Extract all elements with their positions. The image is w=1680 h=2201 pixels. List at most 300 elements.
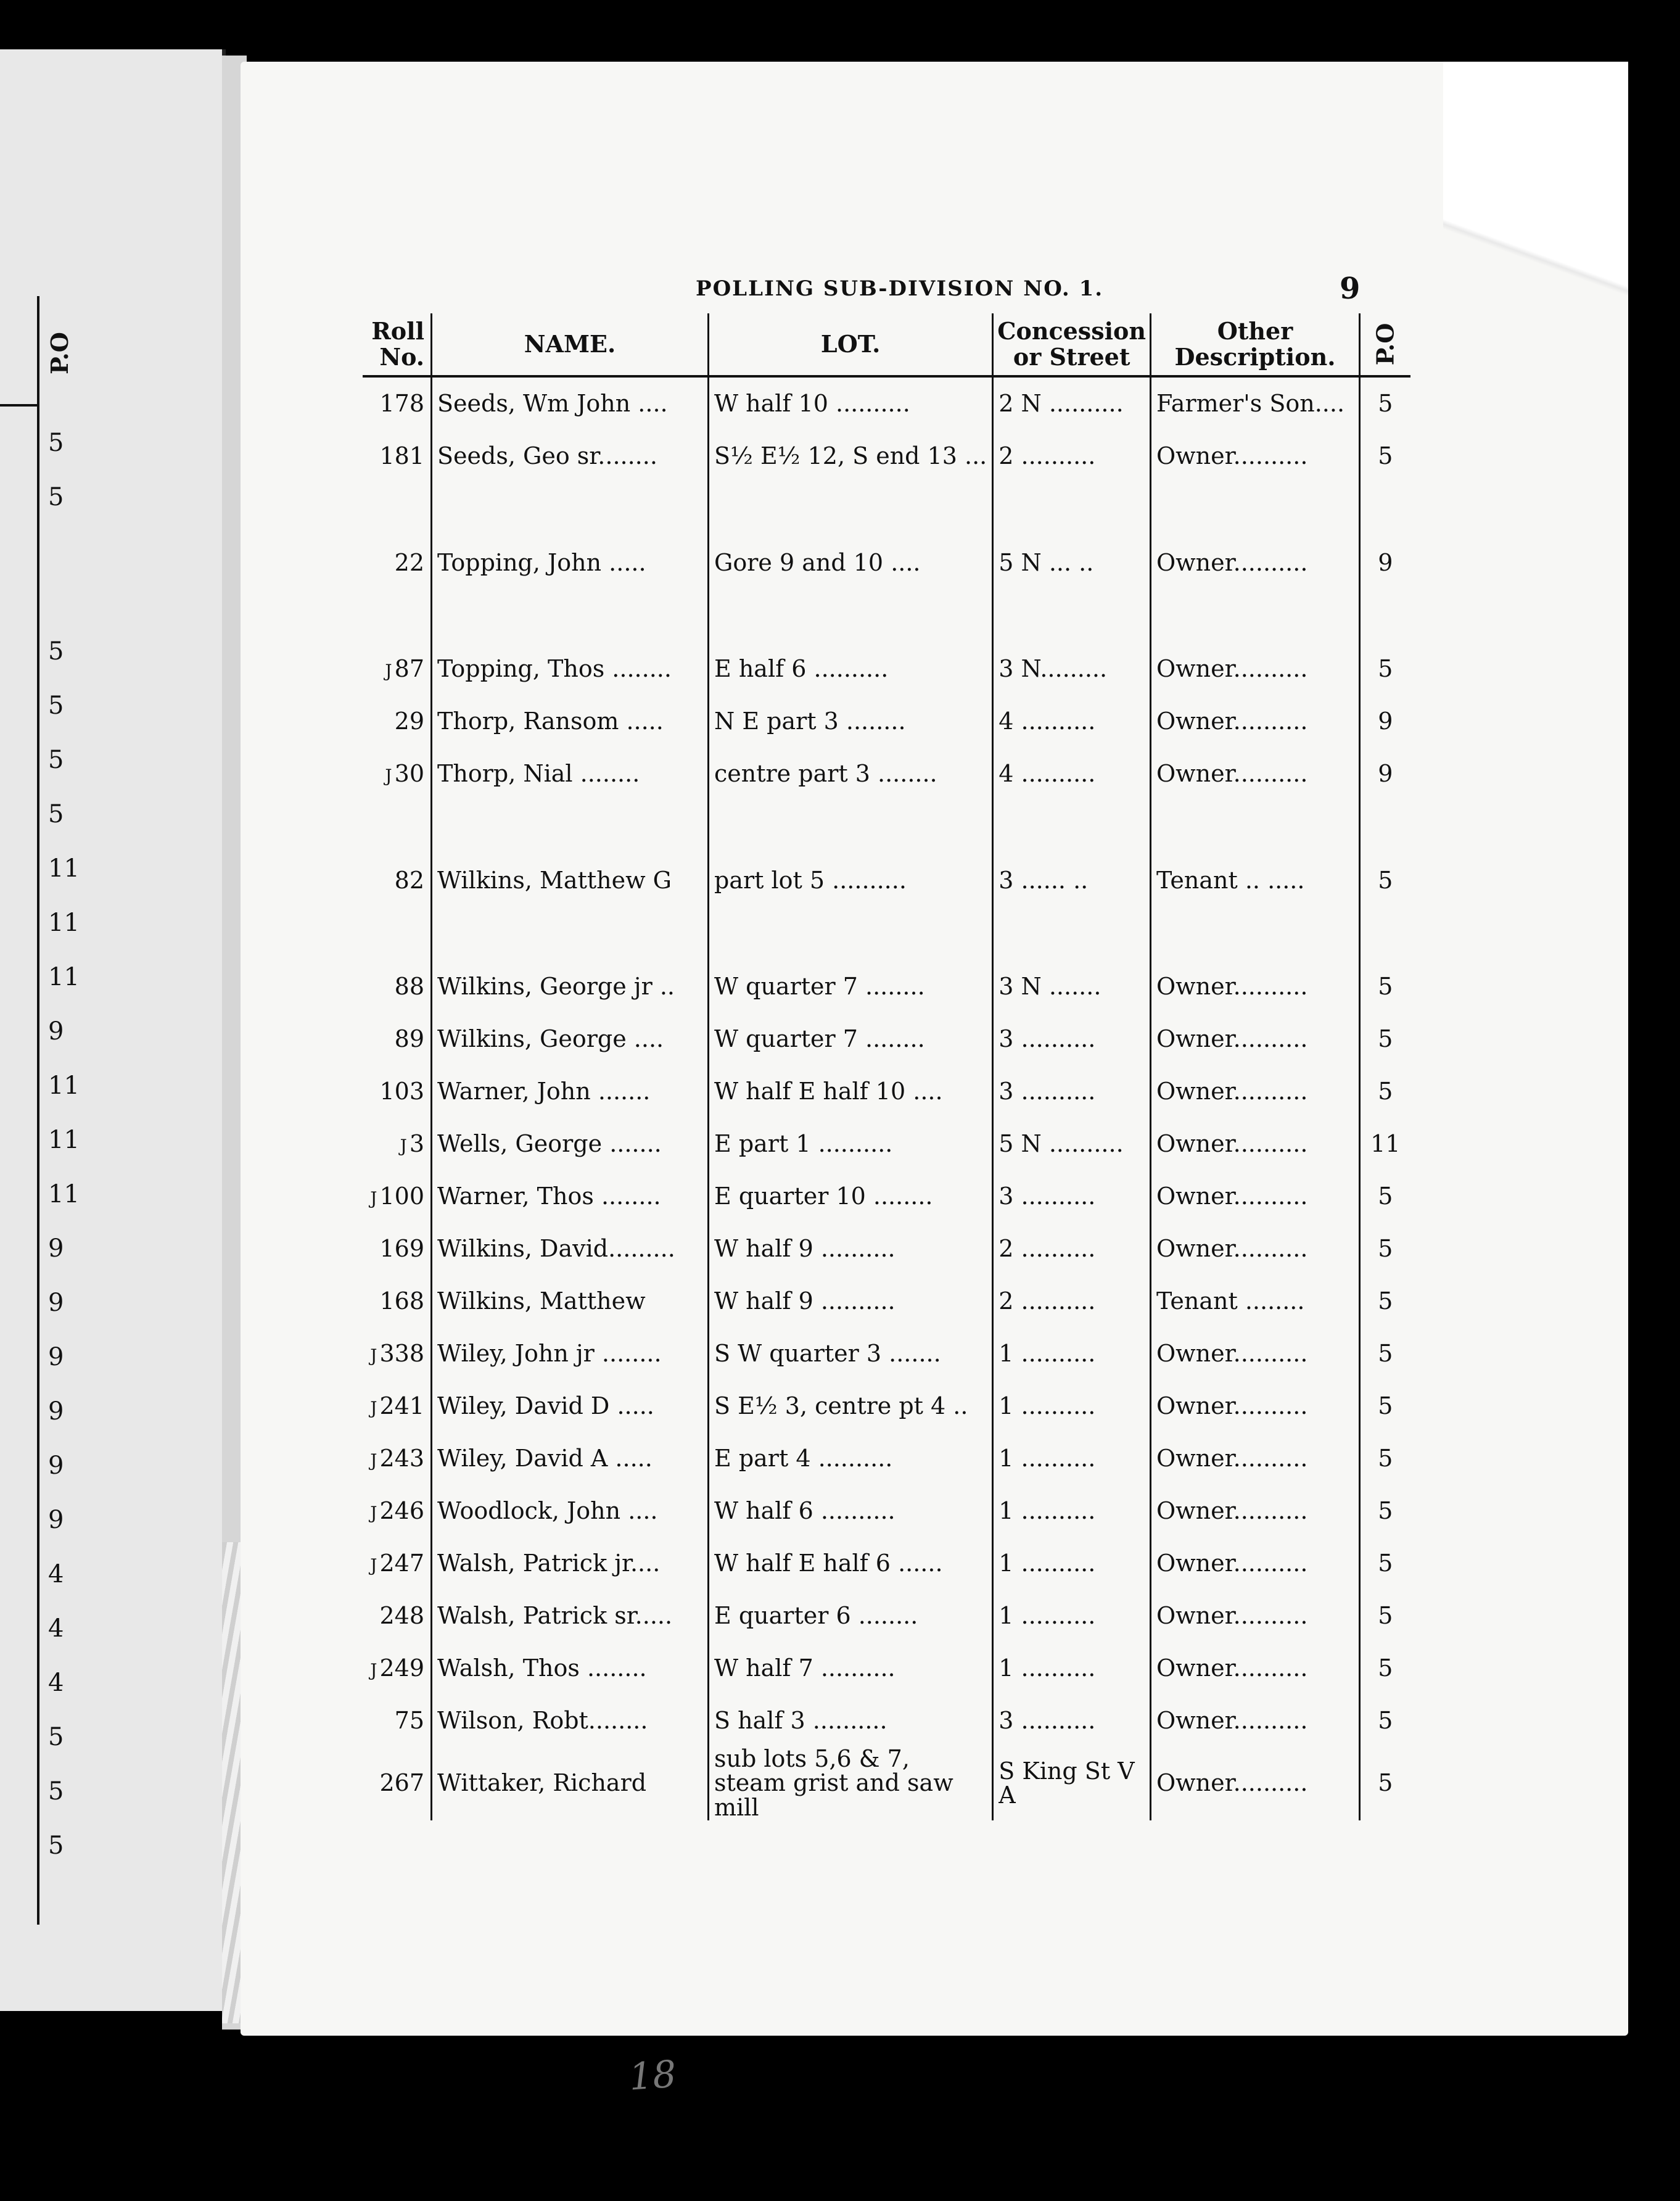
lot-cell xyxy=(709,430,993,482)
name-cell xyxy=(432,1590,709,1642)
po-cell xyxy=(1360,1485,1410,1537)
roll-cell-text: 82 xyxy=(394,866,424,894)
po-cell-text: 5 xyxy=(1378,1025,1393,1053)
po-cell xyxy=(1360,1118,1410,1170)
roll-cell-text: 3 xyxy=(409,1130,424,1158)
concession-cell xyxy=(993,1170,1151,1223)
pencil-note: 18 xyxy=(627,2052,678,2099)
description-cell-text: Owner.......... xyxy=(1156,1025,1308,1053)
name-cell xyxy=(432,1275,709,1328)
name-cell xyxy=(432,960,709,1013)
po-cell xyxy=(1360,1695,1410,1747)
po-cell xyxy=(1360,643,1410,695)
concession-cell-text: 5 N .......... xyxy=(999,1130,1124,1158)
po-header-label: P.O xyxy=(1371,323,1399,366)
description-cell xyxy=(1151,1223,1360,1275)
name-cell xyxy=(432,376,709,430)
name-cell-text: Wilkins, George jr .. xyxy=(437,973,675,1001)
concession-cell-text: S King St V A xyxy=(999,1757,1135,1809)
concession-cell xyxy=(993,1013,1151,1065)
po-cell-text: 5 xyxy=(1378,655,1393,683)
left-po-value: 5 xyxy=(48,429,64,457)
juror-mark: J xyxy=(385,766,392,787)
po-cell xyxy=(1360,376,1410,430)
col-po-header xyxy=(1360,313,1410,376)
roll-cell xyxy=(363,800,432,960)
po-cell xyxy=(1360,1380,1410,1432)
po-cell xyxy=(1360,1223,1410,1275)
juror-mark: J xyxy=(400,1136,407,1157)
lot-cell xyxy=(709,1380,993,1432)
lot-cell-text: part lot 5 .......... xyxy=(714,866,907,894)
name-cell-text: Wilkins, Matthew xyxy=(437,1287,646,1315)
left-po-value: 4 xyxy=(48,1669,64,1697)
roll-cell-text: 338 xyxy=(379,1340,424,1368)
description-cell-text: Owner.......... xyxy=(1156,548,1308,576)
concession-cell xyxy=(993,1275,1151,1328)
left-po-value: 5 xyxy=(48,1831,64,1860)
concession-cell-text: 3 .......... xyxy=(999,1025,1096,1053)
roll-cell xyxy=(363,482,432,643)
po-cell xyxy=(1360,1275,1410,1328)
roll-cell xyxy=(363,1170,432,1223)
description-cell-text: Owner.......... xyxy=(1156,1183,1308,1210)
lot-cell-text: E half 6 .......... xyxy=(714,655,889,683)
roll-cell xyxy=(363,1642,432,1695)
roll-cell xyxy=(363,1747,432,1821)
lot-cell xyxy=(709,1170,993,1223)
table-row xyxy=(363,960,1410,1013)
name-cell xyxy=(432,1747,709,1821)
name-cell xyxy=(432,1380,709,1432)
roll-cell xyxy=(363,643,432,695)
po-cell xyxy=(1360,1590,1410,1642)
roll-cell-text: 103 xyxy=(379,1078,424,1105)
table-row xyxy=(363,1537,1410,1590)
lot-cell-text: W half 9 .......... xyxy=(714,1235,896,1263)
roll-cell-text: 88 xyxy=(394,973,424,1001)
lot-cell-text: W quarter 7 ........ xyxy=(714,973,925,1001)
concession-cell-text: 2 .......... xyxy=(999,1287,1096,1315)
description-cell xyxy=(1151,1590,1360,1642)
name-cell-text: Walsh, Patrick jr.... xyxy=(437,1550,661,1577)
po-cell-text: 5 xyxy=(1378,1078,1393,1105)
roll-cell xyxy=(363,748,432,800)
name-cell xyxy=(432,1642,709,1695)
concession-cell xyxy=(993,1590,1151,1642)
name-cell xyxy=(432,1537,709,1590)
roll-cell-text: 246 xyxy=(379,1497,424,1525)
po-cell-text: 9 xyxy=(1378,708,1393,735)
roll-cell-text: 241 xyxy=(379,1392,424,1420)
lot-cell-text: E quarter 10 ........ xyxy=(714,1183,933,1210)
po-cell xyxy=(1360,1642,1410,1695)
table-row xyxy=(363,1013,1410,1065)
lot-cell xyxy=(709,1432,993,1485)
lot-cell-text: Gore 9 and 10 .... xyxy=(714,548,921,576)
table-row xyxy=(363,1118,1410,1170)
lot-cell xyxy=(709,800,993,960)
left-po-value: 9 xyxy=(48,1452,64,1480)
lot-cell-text: E part 1 .......... xyxy=(714,1130,893,1158)
name-cell xyxy=(432,800,709,960)
po-cell-text: 5 xyxy=(1378,1340,1393,1368)
description-cell-text: Owner.......... xyxy=(1156,1769,1308,1797)
table-row xyxy=(363,1223,1410,1275)
roll-cell xyxy=(363,1432,432,1485)
left-po-value: 5 xyxy=(48,800,64,828)
table-row xyxy=(363,1695,1410,1747)
name-cell-text: Warner, Thos ........ xyxy=(437,1183,661,1210)
page-number: 9 xyxy=(1340,271,1361,306)
lot-cell-text: S½ E½ 12, S end 13 ... xyxy=(714,442,987,470)
table-row xyxy=(363,695,1410,748)
lot-cell-text: W half E half 10 .... xyxy=(714,1078,943,1105)
lot-cell-text: W half 6 .......... xyxy=(714,1497,896,1525)
name-cell-text: Seeds, Wm John .... xyxy=(437,390,668,418)
roll-cell xyxy=(363,1013,432,1065)
lot-cell-text: E part 4 .......... xyxy=(714,1445,893,1472)
name-cell xyxy=(432,1223,709,1275)
description-cell-text: Owner.......... xyxy=(1156,1497,1308,1525)
description-cell xyxy=(1151,1432,1360,1485)
description-cell-text: Farmer's Son.... xyxy=(1156,390,1345,418)
roll-cell-text: 169 xyxy=(379,1235,424,1263)
name-cell xyxy=(432,695,709,748)
roll-cell xyxy=(363,1275,432,1328)
concession-cell xyxy=(993,695,1151,748)
lot-cell-text: S half 3 .......... xyxy=(714,1707,887,1735)
left-page-header-rule xyxy=(0,404,39,407)
concession-cell-text: 3 .......... xyxy=(999,1707,1096,1735)
lot-cell-text: N E part 3 ........ xyxy=(714,708,906,735)
lot-cell xyxy=(709,1695,993,1747)
col-name-header: NAME. xyxy=(432,313,709,376)
roll-cell-text: 181 xyxy=(379,442,424,470)
lot-cell xyxy=(709,376,993,430)
name-cell xyxy=(432,1170,709,1223)
juror-mark: J xyxy=(370,1345,377,1366)
concession-cell-text: 2 .......... xyxy=(999,1235,1096,1263)
name-cell-text: Wiley, David A ..... xyxy=(437,1445,653,1472)
description-cell xyxy=(1151,643,1360,695)
col-roll-header: Roll No. xyxy=(363,313,432,376)
roll-cell xyxy=(363,1223,432,1275)
concession-cell-text: 1 .......... xyxy=(999,1602,1096,1630)
left-po-value: 5 xyxy=(48,1723,64,1751)
description-cell-text: Owner.......... xyxy=(1156,1707,1308,1735)
concession-cell xyxy=(993,1118,1151,1170)
name-cell-text: Walsh, Patrick sr..... xyxy=(437,1602,673,1630)
left-po-value: 5 xyxy=(48,692,64,720)
name-cell-text: Woodlock, John .... xyxy=(437,1497,658,1525)
left-po-value: 4 xyxy=(48,1560,64,1588)
concession-cell xyxy=(993,1485,1151,1537)
concession-cell xyxy=(993,1223,1151,1275)
left-po-value: 11 xyxy=(48,854,80,883)
po-cell-text: 5 xyxy=(1378,390,1393,418)
description-cell xyxy=(1151,748,1360,800)
concession-cell xyxy=(993,960,1151,1013)
lot-cell-text: W half 7 .......... xyxy=(714,1654,896,1682)
name-cell-text: Wilkins, George .... xyxy=(437,1025,664,1053)
description-cell-text: Owner.......... xyxy=(1156,1130,1308,1158)
roll-cell-text: 22 xyxy=(394,548,424,576)
concession-cell-text: 3 N......... xyxy=(999,655,1108,683)
concession-cell-text: 2 .......... xyxy=(999,442,1096,470)
description-cell-text: Owner.......... xyxy=(1156,1340,1308,1368)
concession-cell xyxy=(993,643,1151,695)
po-cell-text: 5 xyxy=(1378,1497,1393,1525)
roll-cell-text: 30 xyxy=(394,760,424,788)
table-row xyxy=(363,1065,1410,1118)
left-po-value: 11 xyxy=(48,1072,80,1100)
lot-cell xyxy=(709,1328,993,1380)
concession-cell-text: 4 .......... xyxy=(999,760,1096,788)
description-cell xyxy=(1151,1537,1360,1590)
table-row xyxy=(363,1642,1410,1695)
description-cell-text: Owner.......... xyxy=(1156,1602,1308,1630)
concession-cell xyxy=(993,1380,1151,1432)
description-cell xyxy=(1151,430,1360,482)
lot-cell-text: E quarter 6 ........ xyxy=(714,1602,918,1630)
po-cell xyxy=(1360,430,1410,482)
roll-cell-text: 249 xyxy=(379,1654,424,1682)
po-cell xyxy=(1360,960,1410,1013)
lot-cell-text: centre part 3 ........ xyxy=(714,760,937,788)
name-cell-text: Topping, John ..... xyxy=(437,548,646,576)
description-cell xyxy=(1151,1642,1360,1695)
lot-cell xyxy=(709,1590,993,1642)
roll-cell-text: 243 xyxy=(379,1445,424,1472)
concession-cell xyxy=(993,1432,1151,1485)
description-cell-text: Owner.......... xyxy=(1156,1445,1308,1472)
lot-cell xyxy=(709,1118,993,1170)
description-cell xyxy=(1151,800,1360,960)
description-cell xyxy=(1151,1065,1360,1118)
concession-cell-text: 1 .......... xyxy=(999,1392,1096,1420)
po-cell-text: 5 xyxy=(1378,1550,1393,1577)
name-cell-text: Topping, Thos ........ xyxy=(437,655,672,683)
po-cell xyxy=(1360,1013,1410,1065)
po-cell xyxy=(1360,1170,1410,1223)
name-cell-text: Wittaker, Richard xyxy=(437,1769,647,1797)
roll-cell xyxy=(363,430,432,482)
roll-cell xyxy=(363,376,432,430)
po-cell-text: 5 xyxy=(1378,1392,1393,1420)
roll-cell-text: 178 xyxy=(379,390,424,418)
concession-cell-text: 5 N ... .. xyxy=(999,548,1094,576)
po-cell-text: 5 xyxy=(1378,1235,1393,1263)
table-row xyxy=(363,1485,1410,1537)
name-cell-text: Thorp, Ransom ..... xyxy=(437,708,664,735)
lot-cell xyxy=(709,695,993,748)
table-header-row xyxy=(363,313,1410,376)
name-cell xyxy=(432,643,709,695)
left-po-value: 5 xyxy=(48,1777,64,1806)
description-cell-text: Owner.......... xyxy=(1156,1235,1308,1263)
name-cell xyxy=(432,482,709,643)
lot-cell xyxy=(709,1485,993,1537)
description-cell xyxy=(1151,1328,1360,1380)
left-page xyxy=(0,49,226,2011)
description-cell xyxy=(1151,376,1360,430)
left-po-value: 9 xyxy=(48,1289,64,1317)
po-cell xyxy=(1360,482,1410,643)
description-cell-text: Owner.......... xyxy=(1156,708,1308,735)
lot-cell xyxy=(709,1223,993,1275)
table-row xyxy=(363,1275,1410,1328)
description-cell xyxy=(1151,482,1360,643)
po-cell-text: 5 xyxy=(1378,442,1393,470)
description-cell-text: Owner.......... xyxy=(1156,1550,1308,1577)
description-cell-text: Owner.......... xyxy=(1156,655,1308,683)
table-row xyxy=(363,748,1410,800)
po-cell-text: 5 xyxy=(1378,1445,1393,1472)
concession-cell-text: 1 .......... xyxy=(999,1654,1096,1682)
po-cell-text: 5 xyxy=(1378,1183,1393,1210)
description-cell-text: Owner.......... xyxy=(1156,1392,1308,1420)
juror-mark: J xyxy=(385,661,392,682)
concession-cell xyxy=(993,482,1151,643)
roll-cell-text: 267 xyxy=(379,1769,424,1797)
roll-cell xyxy=(363,1380,432,1432)
po-cell xyxy=(1360,1432,1410,1485)
lot-cell xyxy=(709,1537,993,1590)
po-cell xyxy=(1360,800,1410,960)
po-cell-text: 5 xyxy=(1378,1602,1393,1630)
description-cell xyxy=(1151,1380,1360,1432)
page-corner-fold xyxy=(1443,62,1628,493)
lot-cell xyxy=(709,960,993,1013)
name-cell xyxy=(432,1432,709,1485)
name-cell-text: Seeds, Geo sr........ xyxy=(437,442,657,470)
name-cell-text: Wilkins, David......... xyxy=(437,1235,675,1263)
roll-cell xyxy=(363,1118,432,1170)
name-cell xyxy=(432,1485,709,1537)
name-cell-text: Wiley, John jr ........ xyxy=(437,1340,662,1368)
left-po-value: 11 xyxy=(48,1126,80,1154)
name-cell xyxy=(432,1013,709,1065)
roll-cell xyxy=(363,960,432,1013)
concession-cell-text: 4 .......... xyxy=(999,708,1096,735)
left-po-value: 5 xyxy=(48,483,64,511)
table-row xyxy=(363,430,1410,482)
table-row xyxy=(363,643,1410,695)
table-row xyxy=(363,1380,1410,1432)
lot-cell-text: W half 9 .......... xyxy=(714,1287,896,1315)
left-page-rule xyxy=(37,296,39,1925)
left-po-value: 9 xyxy=(48,1506,64,1534)
lot-cell xyxy=(709,1065,993,1118)
concession-cell xyxy=(993,1695,1151,1747)
roll-cell-text: 168 xyxy=(379,1287,424,1315)
table-row xyxy=(363,376,1410,430)
left-po-value: 5 xyxy=(48,637,64,666)
roll-cell xyxy=(363,1695,432,1747)
roll-cell-text: 87 xyxy=(394,655,424,683)
left-po-label: P.O xyxy=(45,332,73,374)
concession-cell xyxy=(993,1642,1151,1695)
concession-cell xyxy=(993,800,1151,960)
description-cell-text: Tenant ........ xyxy=(1156,1287,1305,1315)
description-cell-text: Owner.......... xyxy=(1156,1078,1308,1105)
roll-cell xyxy=(363,695,432,748)
concession-cell-text: 2 N .......... xyxy=(999,390,1124,418)
lot-cell-text: W half E half 6 ...... xyxy=(714,1550,943,1577)
name-cell-text: Walsh, Thos ........ xyxy=(437,1654,647,1682)
col-concession-header: Concession or Street xyxy=(993,313,1151,376)
name-cell xyxy=(432,1695,709,1747)
name-cell xyxy=(432,748,709,800)
concession-cell-text: 3 .......... xyxy=(999,1078,1096,1105)
concession-cell-text: 3 ...... .. xyxy=(999,866,1089,894)
lot-cell-text: W half 10 .......... xyxy=(714,390,910,418)
roll-cell xyxy=(363,1590,432,1642)
voters-list-table xyxy=(363,313,1410,1820)
lot-cell xyxy=(709,643,993,695)
description-cell-text: Owner.......... xyxy=(1156,1654,1308,1682)
po-cell xyxy=(1360,695,1410,748)
col-description-header: Other Description. xyxy=(1151,313,1360,376)
name-cell-text: Warner, John ....... xyxy=(437,1078,651,1105)
description-cell xyxy=(1151,1275,1360,1328)
left-po-value: 5 xyxy=(48,746,64,774)
roll-cell xyxy=(363,1328,432,1380)
lot-cell xyxy=(709,1642,993,1695)
left-po-value: 11 xyxy=(48,1180,80,1208)
lot-cell xyxy=(709,1013,993,1065)
name-cell xyxy=(432,1118,709,1170)
concession-cell xyxy=(993,1747,1151,1821)
concession-cell xyxy=(993,1328,1151,1380)
roll-cell-text: 29 xyxy=(394,708,424,735)
name-cell xyxy=(432,430,709,482)
description-cell-text: Tenant .. ..... xyxy=(1156,866,1305,894)
po-cell-text: 11 xyxy=(1370,1130,1401,1158)
left-po-value: 4 xyxy=(48,1614,64,1643)
po-cell-text: 5 xyxy=(1378,1769,1393,1797)
juror-mark: J xyxy=(370,1503,377,1524)
roll-cell-text: 248 xyxy=(379,1602,424,1630)
left-po-value: 11 xyxy=(48,963,80,991)
roll-cell xyxy=(363,1485,432,1537)
left-po-value: 9 xyxy=(48,1343,64,1371)
col-lot-header: LOT. xyxy=(709,313,993,376)
name-cell-text: Wells, George ....... xyxy=(437,1130,662,1158)
po-cell xyxy=(1360,1065,1410,1118)
name-cell-text: Thorp, Nial ........ xyxy=(437,760,640,788)
roll-cell xyxy=(363,1537,432,1590)
concession-cell-text: 1 .......... xyxy=(999,1497,1096,1525)
description-cell-text: Owner.......... xyxy=(1156,760,1308,788)
table-row xyxy=(363,1170,1410,1223)
concession-cell xyxy=(993,430,1151,482)
table-row xyxy=(363,1328,1410,1380)
po-cell xyxy=(1360,748,1410,800)
page-header: POLLING SUB-DIVISION NO. 1. xyxy=(696,276,1104,301)
lot-cell xyxy=(709,482,993,643)
concession-cell xyxy=(993,1065,1151,1118)
description-cell xyxy=(1151,1170,1360,1223)
table-row xyxy=(363,800,1410,960)
table-row xyxy=(363,1590,1410,1642)
left-po-value: 11 xyxy=(48,909,80,937)
roll-cell xyxy=(363,1065,432,1118)
concession-cell xyxy=(993,376,1151,430)
po-cell-text: 9 xyxy=(1378,760,1393,788)
juror-mark: J xyxy=(370,1660,377,1681)
